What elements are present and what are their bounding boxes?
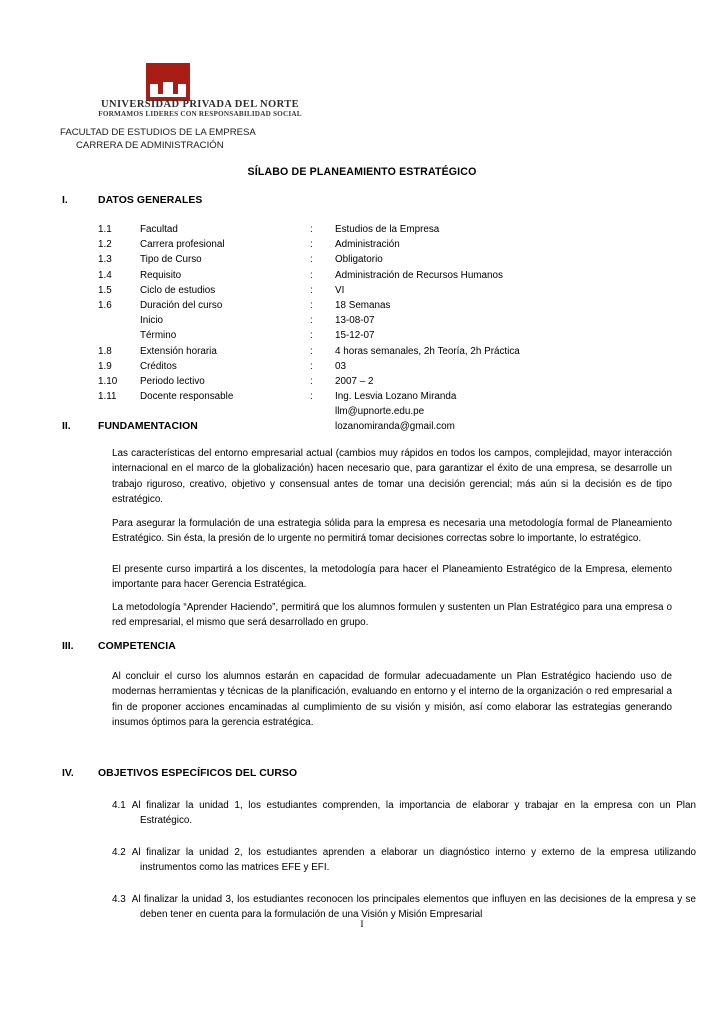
row-label: Duración del curso (140, 299, 223, 311)
row-label: Ciclo de estudios (140, 284, 216, 296)
table-row (98, 374, 678, 389)
row-colon: : (310, 254, 313, 266)
fundamentacion-paragraph-1: Las características del entorno empresarial actual (cambios muy rápidos en todos los campos, complejidad, mayor interacción internacional en el marco de la globalización) hacen necesario que, para garantizar el éxito de una empresa, se desarrolle un trabajo riguroso, creativo, objetivo y consensual antes de tomar una decisión gerencial; más aún si la decisión es de tipo estratégico. (112, 448, 672, 506)
section-heading-competencia: COMPETENCIA (98, 641, 176, 652)
table-row (98, 389, 678, 404)
row-number: 1.4 (98, 269, 112, 281)
university-tagline: FORMAMOS LIDERES CON RESPONSABILIDAD SOCIAL (98, 110, 302, 118)
objective-item (112, 845, 696, 876)
row-colon: : (310, 375, 313, 387)
row-number: 1.6 (98, 299, 112, 311)
row-number (98, 328, 140, 343)
row-label: Docente responsable (140, 391, 234, 403)
row-label: Término (140, 330, 177, 342)
row-number: 1.8 (98, 345, 112, 357)
row-value: Ing. Lesvia Lozano Miranda (335, 391, 457, 403)
row-number: 1.2 (98, 239, 112, 251)
row-colon (310, 419, 335, 434)
row-value-email: llm@upnorte.edu.pe (335, 406, 425, 418)
objective-number: 4.3 (112, 894, 126, 905)
row-number: 1.9 (98, 360, 112, 372)
row-value: Administración de Recursos Humanos (335, 269, 503, 281)
section-number-1: I. (62, 195, 68, 206)
row-colon: : (310, 315, 313, 327)
row-number: 1.3 (98, 254, 112, 266)
fundamentacion-paragraph-4: La metodología “Aprender Haciendo”, permitirá que los alumnos formulen y sustenten un Plan Estratégico para una empresa o red empresarial, el mismo que será desarrollado en grupo. (112, 602, 672, 629)
row-number: 1.5 (98, 284, 112, 296)
row-number: 1.10 (98, 375, 118, 387)
row-value: 4 horas semanales, 2h Teoría, 2h Práctica (335, 345, 520, 357)
table-row (98, 283, 678, 298)
university-name: UNIVERSIDAD PRIVADA DEL NORTE (100, 99, 300, 110)
row-colon: : (310, 391, 313, 403)
row-value: Estudios de la Empresa (335, 224, 440, 235)
row-label: Requisito (140, 269, 182, 281)
row-colon: : (310, 360, 313, 372)
objective-item (112, 798, 696, 829)
page-title: SÍLABO DE PLANEAMIENTO ESTRATÉGICO (247, 166, 477, 178)
career-name: CARRERA DE ADMINISTRACIÓN (76, 140, 224, 151)
table-row (98, 313, 678, 328)
row-label: Periodo lectivo (140, 375, 205, 387)
upn-logo-icon (146, 63, 190, 101)
row-colon: : (310, 299, 313, 311)
row-colon: : (310, 284, 313, 296)
row-value: 2007 – 2 (335, 375, 374, 387)
section-heading-datos-generales: DATOS GENERALES (98, 195, 203, 206)
row-label: Carrera profesional (140, 239, 225, 251)
section-number-2: II. (62, 421, 71, 432)
row-colon (310, 404, 335, 419)
row-label: Facultad (140, 224, 178, 235)
row-number (98, 313, 140, 328)
row-value: Obligatorio (335, 254, 383, 266)
row-colon: : (310, 239, 313, 251)
row-value: 03 (335, 360, 346, 372)
competencia-paragraph-1: Al concluir el curso los alumnos estarán en capacidad de formular adecuadamente un Plan Estratégico haciendo uso de modernas herramientas y técnicas de la planificación, evaluando en entorno y el interno de la organización o red empresarial a fin de proponer acciones encaminadas al cumplimiento de su visión y misión, así como elaborar las estrategias generando insumos óptimos para la gerencia estratégica. (112, 671, 672, 729)
table-row (98, 252, 678, 267)
section-number-4: IV. (62, 768, 74, 779)
table-row (98, 237, 678, 252)
page-number: I (360, 919, 364, 930)
objective-text: Al finalizar la unidad 3, los estudiantes reconocen los principales elementos que influyen en las decisiones de la empresa y se deben tener en cuenta para la formulación de una Visión y Misión Empresarial (131, 894, 696, 921)
section-heading-fundamentacion: FUNDAMENTACION (98, 421, 198, 432)
row-value: 15-12-07 (335, 330, 375, 342)
row-label (140, 404, 310, 419)
row-label: Tipo de Curso (140, 254, 202, 266)
faculty-name: FACULTAD DE ESTUDIOS DE LA EMPRESA (60, 127, 256, 138)
row-value: VI (335, 284, 345, 296)
row-value: 18 Semanas (335, 299, 391, 311)
row-value-email: lozanomiranda@gmail.com (335, 421, 455, 433)
table-row (98, 328, 678, 343)
datos-generales-list (98, 222, 678, 435)
table-row (98, 222, 678, 237)
row-colon: : (310, 345, 313, 357)
row-colon: : (310, 330, 313, 342)
section-heading-objetivos: OBJETIVOS ESPECÍFICOS DEL CURSO (98, 768, 298, 779)
table-row (98, 298, 678, 313)
section-number-3: III. (62, 641, 74, 652)
objective-text: Al finalizar la unidad 2, los estudiantes aprenden a elaborar un diagnóstico interno y externo de la empresa utilizando instrumentos como las matrices EFE y EFI. (131, 847, 696, 874)
fundamentacion-paragraph-2: Para asegurar la formulación de una estrategia sólida para la empresa es necesaria una metodología formal de Planeamiento Estratégico. Sin ésta, la presión de lo urgente no permitirá tomar decisiones correctas sobre lo importante, lo estratégico. (112, 518, 672, 545)
table-row (98, 359, 678, 374)
row-value: Administración (335, 239, 400, 251)
row-number: 1.11 (98, 391, 117, 403)
fundamentacion-paragraph-3: El presente curso impartirá a los discentes, la metodología para hacer el Planeamiento Estratégico de la Empresa, elemento importante para hacer Gerencia Estratégica. (112, 564, 672, 591)
row-label: Créditos (140, 360, 177, 372)
row-colon: : (310, 269, 313, 281)
row-colon: : (310, 224, 313, 235)
row-label: Extensión horaria (140, 345, 217, 357)
row-number (98, 404, 140, 419)
objective-number: 4.2 (112, 847, 126, 858)
table-row (98, 344, 678, 359)
table-row (98, 404, 678, 419)
objective-text: Al finalizar la unidad 1, los estudiantes comprenden, la importancia de elaborar y trabajar en la empresa con un Plan Estratégico. (131, 800, 696, 827)
row-label: Inicio (140, 315, 164, 327)
table-row (98, 268, 678, 283)
objective-number: 4.1 (112, 800, 126, 811)
row-number: 1.1 (98, 224, 112, 235)
row-value: 13-08-07 (335, 315, 375, 327)
